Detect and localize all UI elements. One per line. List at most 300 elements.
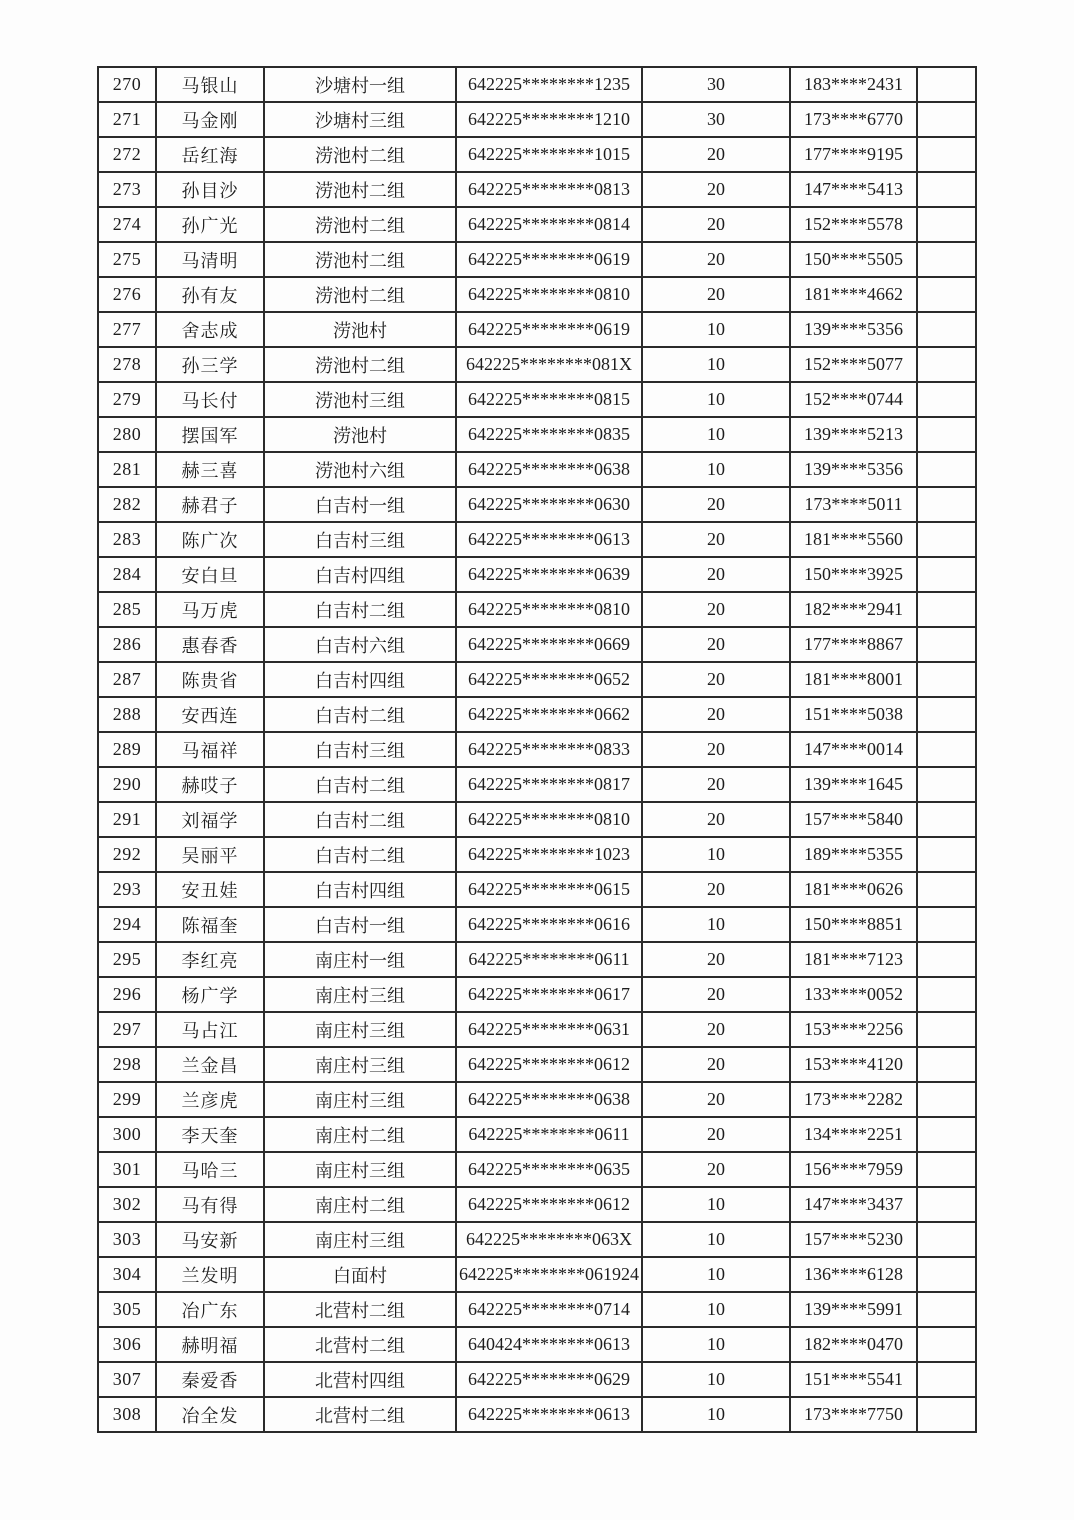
table-row <box>98 977 976 1012</box>
id-number-cell: 642225********063X <box>456 1222 642 1257</box>
name-cell: 冶全发 <box>156 1397 264 1432</box>
name-cell: 兰彦虎 <box>156 1082 264 1117</box>
table-row <box>98 522 976 557</box>
name-cell: 赫三喜 <box>156 452 264 487</box>
blank-cell <box>917 102 976 137</box>
id-number-cell: 642225********0810 <box>456 592 642 627</box>
village-group-cell: 北营村二组 <box>264 1292 456 1327</box>
serial-cell: 273 <box>98 172 156 207</box>
amount-cell: 20 <box>642 977 790 1012</box>
phone-cell: 152****5578 <box>790 207 917 242</box>
id-number-cell: 642225********0630 <box>456 487 642 522</box>
blank-cell <box>917 1082 976 1117</box>
blank-cell <box>917 487 976 522</box>
name-cell: 李天奎 <box>156 1117 264 1152</box>
table-row <box>98 452 976 487</box>
table-row <box>98 697 976 732</box>
table-row <box>98 1257 976 1292</box>
name-cell: 孙目沙 <box>156 172 264 207</box>
serial-cell: 308 <box>98 1397 156 1432</box>
table-row <box>98 1012 976 1047</box>
phone-cell: 153****2256 <box>790 1012 917 1047</box>
id-number-cell: 642225********0629 <box>456 1362 642 1397</box>
id-number-cell: 642225********0833 <box>456 732 642 767</box>
id-number-cell: 642225********0714 <box>456 1292 642 1327</box>
name-cell: 马占江 <box>156 1012 264 1047</box>
serial-cell: 276 <box>98 277 156 312</box>
amount-cell: 10 <box>642 1327 790 1362</box>
table-row <box>98 172 976 207</box>
amount-cell: 30 <box>642 102 790 137</box>
phone-cell: 177****8867 <box>790 627 917 662</box>
amount-cell: 20 <box>642 242 790 277</box>
phone-cell: 181****0626 <box>790 872 917 907</box>
name-cell: 孙三学 <box>156 347 264 382</box>
serial-cell: 307 <box>98 1362 156 1397</box>
name-cell: 安丑娃 <box>156 872 264 907</box>
name-cell: 孙有友 <box>156 277 264 312</box>
village-group-cell: 南庄村三组 <box>264 1222 456 1257</box>
amount-cell: 10 <box>642 837 790 872</box>
blank-cell <box>917 1222 976 1257</box>
table-row <box>98 1082 976 1117</box>
table-row <box>98 487 976 522</box>
village-group-cell: 白吉村二组 <box>264 802 456 837</box>
id-number-cell: 642225********0619 <box>456 242 642 277</box>
table-row <box>98 312 976 347</box>
phone-cell: 151****5541 <box>790 1362 917 1397</box>
phone-cell: 177****9195 <box>790 137 917 172</box>
table-row <box>98 592 976 627</box>
name-cell: 舍志成 <box>156 312 264 347</box>
serial-cell: 290 <box>98 767 156 802</box>
blank-cell <box>917 1152 976 1187</box>
serial-cell: 295 <box>98 942 156 977</box>
phone-cell: 139****5991 <box>790 1292 917 1327</box>
amount-cell: 10 <box>642 382 790 417</box>
name-cell: 马清明 <box>156 242 264 277</box>
serial-cell: 291 <box>98 802 156 837</box>
village-group-cell: 沙塘村三组 <box>264 102 456 137</box>
phone-cell: 133****0052 <box>790 977 917 1012</box>
roster-table-body <box>98 67 976 1432</box>
blank-cell <box>917 627 976 662</box>
id-number-cell: 642225********1023 <box>456 837 642 872</box>
amount-cell: 20 <box>642 662 790 697</box>
village-group-cell: 南庄村一组 <box>264 942 456 977</box>
id-number-cell: 642225********0814 <box>456 207 642 242</box>
village-group-cell: 白吉村三组 <box>264 732 456 767</box>
table-row <box>98 1047 976 1082</box>
serial-cell: 306 <box>98 1327 156 1362</box>
blank-cell <box>917 592 976 627</box>
phone-cell: 173****6770 <box>790 102 917 137</box>
blank-cell <box>917 1327 976 1362</box>
phone-cell: 139****5356 <box>790 452 917 487</box>
serial-cell: 281 <box>98 452 156 487</box>
village-group-cell: 白吉村二组 <box>264 697 456 732</box>
table-row <box>98 942 976 977</box>
blank-cell <box>917 277 976 312</box>
id-number-cell: 642225********1210 <box>456 102 642 137</box>
table-row <box>98 347 976 382</box>
table-row <box>98 767 976 802</box>
amount-cell: 10 <box>642 452 790 487</box>
serial-cell: 286 <box>98 627 156 662</box>
name-cell: 摆国军 <box>156 417 264 452</box>
phone-cell: 152****0744 <box>790 382 917 417</box>
village-group-cell: 沙塘村一组 <box>264 67 456 102</box>
name-cell: 马长付 <box>156 382 264 417</box>
phone-cell: 181****5560 <box>790 522 917 557</box>
phone-cell: 181****4662 <box>790 277 917 312</box>
name-cell: 陈福奎 <box>156 907 264 942</box>
id-number-cell: 642225********0611 <box>456 942 642 977</box>
table-row <box>98 1327 976 1362</box>
id-number-cell: 642225********1235 <box>456 67 642 102</box>
id-number-cell: 642225********0615 <box>456 872 642 907</box>
name-cell: 吴丽平 <box>156 837 264 872</box>
phone-cell: 156****7959 <box>790 1152 917 1187</box>
village-group-cell: 白吉村二组 <box>264 767 456 802</box>
serial-cell: 298 <box>98 1047 156 1082</box>
serial-cell: 277 <box>98 312 156 347</box>
village-group-cell: 白面村 <box>264 1257 456 1292</box>
blank-cell <box>917 1117 976 1152</box>
id-number-cell: 642225********0662 <box>456 697 642 732</box>
table-row <box>98 242 976 277</box>
amount-cell: 20 <box>642 627 790 662</box>
id-number-cell: 642225********0835 <box>456 417 642 452</box>
table-row <box>98 102 976 137</box>
phone-cell: 139****5213 <box>790 417 917 452</box>
serial-cell: 303 <box>98 1222 156 1257</box>
village-group-cell: 涝池村二组 <box>264 207 456 242</box>
village-group-cell: 涝池村三组 <box>264 382 456 417</box>
serial-cell: 279 <box>98 382 156 417</box>
blank-cell <box>917 1012 976 1047</box>
village-group-cell: 北营村二组 <box>264 1327 456 1362</box>
phone-cell: 139****5356 <box>790 312 917 347</box>
phone-cell: 150****8851 <box>790 907 917 942</box>
name-cell: 岳红海 <box>156 137 264 172</box>
serial-cell: 284 <box>98 557 156 592</box>
id-number-cell: 642225********0631 <box>456 1012 642 1047</box>
phone-cell: 157****5230 <box>790 1222 917 1257</box>
serial-cell: 283 <box>98 522 156 557</box>
table-row <box>98 802 976 837</box>
phone-cell: 147****0014 <box>790 732 917 767</box>
village-group-cell: 南庄村三组 <box>264 1152 456 1187</box>
id-number-cell: 642225********0617 <box>456 977 642 1012</box>
amount-cell: 20 <box>642 277 790 312</box>
table-row <box>98 417 976 452</box>
village-group-cell: 涝池村二组 <box>264 277 456 312</box>
serial-cell: 289 <box>98 732 156 767</box>
amount-cell: 20 <box>642 1117 790 1152</box>
blank-cell <box>917 907 976 942</box>
blank-cell <box>917 977 976 1012</box>
blank-cell <box>917 557 976 592</box>
village-group-cell: 涝池村 <box>264 312 456 347</box>
village-group-cell: 南庄村二组 <box>264 1187 456 1222</box>
table-row <box>98 67 976 102</box>
blank-cell <box>917 1362 976 1397</box>
table-row <box>98 277 976 312</box>
name-cell: 陈广次 <box>156 522 264 557</box>
id-number-cell: 642225********0612 <box>456 1047 642 1082</box>
serial-cell: 293 <box>98 872 156 907</box>
name-cell: 赫哎子 <box>156 767 264 802</box>
name-cell: 马有得 <box>156 1187 264 1222</box>
amount-cell: 20 <box>642 697 790 732</box>
id-number-cell: 642225********0810 <box>456 277 642 312</box>
serial-cell: 300 <box>98 1117 156 1152</box>
id-number-cell: 642225********1015 <box>456 137 642 172</box>
village-group-cell: 白吉村一组 <box>264 487 456 522</box>
amount-cell: 10 <box>642 347 790 382</box>
phone-cell: 173****7750 <box>790 1397 917 1432</box>
phone-cell: 150****5505 <box>790 242 917 277</box>
serial-cell: 294 <box>98 907 156 942</box>
table-row <box>98 1362 976 1397</box>
phone-cell: 147****3437 <box>790 1187 917 1222</box>
blank-cell <box>917 207 976 242</box>
table-row <box>98 207 976 242</box>
table-row <box>98 137 976 172</box>
serial-cell: 299 <box>98 1082 156 1117</box>
village-group-cell: 白吉村一组 <box>264 907 456 942</box>
blank-cell <box>917 382 976 417</box>
table-row <box>98 1397 976 1432</box>
amount-cell: 20 <box>642 1082 790 1117</box>
amount-cell: 10 <box>642 1397 790 1432</box>
phone-cell: 182****2941 <box>790 592 917 627</box>
table-row <box>98 872 976 907</box>
serial-cell: 304 <box>98 1257 156 1292</box>
amount-cell: 20 <box>642 942 790 977</box>
name-cell: 惠春香 <box>156 627 264 662</box>
blank-cell <box>917 172 976 207</box>
name-cell: 马金刚 <box>156 102 264 137</box>
roster-table <box>97 66 977 1433</box>
village-group-cell: 白吉村四组 <box>264 662 456 697</box>
amount-cell: 30 <box>642 67 790 102</box>
amount-cell: 20 <box>642 487 790 522</box>
blank-cell <box>917 522 976 557</box>
id-number-cell: 640424********0613 <box>456 1327 642 1362</box>
phone-cell: 183****2431 <box>790 67 917 102</box>
village-group-cell: 南庄村三组 <box>264 1047 456 1082</box>
id-number-cell: 642225********081X <box>456 347 642 382</box>
village-group-cell: 涝池村六组 <box>264 452 456 487</box>
name-cell: 兰发明 <box>156 1257 264 1292</box>
serial-cell: 288 <box>98 697 156 732</box>
id-number-cell: 642225********0810 <box>456 802 642 837</box>
table-row <box>98 907 976 942</box>
phone-cell: 153****4120 <box>790 1047 917 1082</box>
id-number-cell: 642225********0652 <box>456 662 642 697</box>
table-row <box>98 837 976 872</box>
name-cell: 杨广学 <box>156 977 264 1012</box>
table-row <box>98 382 976 417</box>
blank-cell <box>917 802 976 837</box>
blank-cell <box>917 137 976 172</box>
name-cell: 安白旦 <box>156 557 264 592</box>
blank-cell <box>917 837 976 872</box>
blank-cell <box>917 697 976 732</box>
phone-cell: 134****2251 <box>790 1117 917 1152</box>
village-group-cell: 涝池村二组 <box>264 172 456 207</box>
phone-cell: 139****1645 <box>790 767 917 802</box>
name-cell: 马安新 <box>156 1222 264 1257</box>
village-group-cell: 涝池村二组 <box>264 242 456 277</box>
phone-cell: 136****6128 <box>790 1257 917 1292</box>
serial-cell: 301 <box>98 1152 156 1187</box>
table-row <box>98 732 976 767</box>
phone-cell: 157****5840 <box>790 802 917 837</box>
village-group-cell: 南庄村三组 <box>264 1082 456 1117</box>
phone-cell: 152****5077 <box>790 347 917 382</box>
id-number-cell: 642225********0635 <box>456 1152 642 1187</box>
serial-cell: 274 <box>98 207 156 242</box>
blank-cell <box>917 872 976 907</box>
amount-cell: 10 <box>642 417 790 452</box>
amount-cell: 20 <box>642 557 790 592</box>
village-group-cell: 北营村二组 <box>264 1397 456 1432</box>
village-group-cell: 白吉村二组 <box>264 837 456 872</box>
amount-cell: 20 <box>642 137 790 172</box>
blank-cell <box>917 1257 976 1292</box>
blank-cell <box>917 347 976 382</box>
serial-cell: 272 <box>98 137 156 172</box>
blank-cell <box>917 1292 976 1327</box>
name-cell: 陈贵省 <box>156 662 264 697</box>
amount-cell: 20 <box>642 592 790 627</box>
name-cell: 秦爱香 <box>156 1362 264 1397</box>
name-cell: 刘福学 <box>156 802 264 837</box>
table-row <box>98 1222 976 1257</box>
serial-cell: 296 <box>98 977 156 1012</box>
amount-cell: 10 <box>642 1362 790 1397</box>
village-group-cell: 白吉村四组 <box>264 872 456 907</box>
table-row <box>98 1152 976 1187</box>
blank-cell <box>917 242 976 277</box>
id-number-cell: 642225********0616 <box>456 907 642 942</box>
table-row <box>98 557 976 592</box>
serial-cell: 278 <box>98 347 156 382</box>
village-group-cell: 白吉村三组 <box>264 522 456 557</box>
amount-cell: 20 <box>642 1012 790 1047</box>
phone-cell: 182****0470 <box>790 1327 917 1362</box>
name-cell: 赫君子 <box>156 487 264 522</box>
name-cell: 冶广东 <box>156 1292 264 1327</box>
id-number-cell: 642225********0669 <box>456 627 642 662</box>
table-row <box>98 662 976 697</box>
phone-cell: 173****5011 <box>790 487 917 522</box>
amount-cell: 20 <box>642 522 790 557</box>
id-number-cell: 642225********0612 <box>456 1187 642 1222</box>
blank-cell <box>917 1397 976 1432</box>
serial-cell: 305 <box>98 1292 156 1327</box>
serial-cell: 292 <box>98 837 156 872</box>
name-cell: 马万虎 <box>156 592 264 627</box>
blank-cell <box>917 662 976 697</box>
serial-cell: 270 <box>98 67 156 102</box>
serial-cell: 285 <box>98 592 156 627</box>
blank-cell <box>917 67 976 102</box>
phone-cell: 173****2282 <box>790 1082 917 1117</box>
name-cell: 孙广光 <box>156 207 264 242</box>
village-group-cell: 白吉村二组 <box>264 592 456 627</box>
blank-cell <box>917 452 976 487</box>
amount-cell: 10 <box>642 1222 790 1257</box>
village-group-cell: 南庄村三组 <box>264 977 456 1012</box>
phone-cell: 151****5038 <box>790 697 917 732</box>
amount-cell: 20 <box>642 207 790 242</box>
blank-cell <box>917 732 976 767</box>
village-group-cell: 白吉村四组 <box>264 557 456 592</box>
phone-cell: 147****5413 <box>790 172 917 207</box>
amount-cell: 20 <box>642 1047 790 1082</box>
serial-cell: 282 <box>98 487 156 522</box>
village-group-cell: 南庄村二组 <box>264 1117 456 1152</box>
name-cell: 兰金昌 <box>156 1047 264 1082</box>
name-cell: 马哈三 <box>156 1152 264 1187</box>
blank-cell <box>917 1187 976 1222</box>
phone-cell: 181****8001 <box>790 662 917 697</box>
id-number-cell: 642225********0613 <box>456 1397 642 1432</box>
serial-cell: 275 <box>98 242 156 277</box>
id-number-cell: 642225********0613 <box>456 522 642 557</box>
amount-cell: 10 <box>642 907 790 942</box>
blank-cell <box>917 312 976 347</box>
village-group-cell: 白吉村六组 <box>264 627 456 662</box>
village-group-cell: 涝池村 <box>264 417 456 452</box>
amount-cell: 10 <box>642 1292 790 1327</box>
amount-cell: 10 <box>642 1257 790 1292</box>
name-cell: 安西连 <box>156 697 264 732</box>
blank-cell <box>917 1047 976 1082</box>
name-cell: 李红亮 <box>156 942 264 977</box>
village-group-cell: 涝池村二组 <box>264 347 456 382</box>
phone-cell: 189****5355 <box>790 837 917 872</box>
table-row <box>98 1292 976 1327</box>
name-cell: 赫明福 <box>156 1327 264 1362</box>
blank-cell <box>917 942 976 977</box>
name-cell: 马福祥 <box>156 732 264 767</box>
table-row <box>98 1117 976 1152</box>
amount-cell: 20 <box>642 767 790 802</box>
amount-cell: 10 <box>642 1187 790 1222</box>
phone-cell: 150****3925 <box>790 557 917 592</box>
village-group-cell: 南庄村三组 <box>264 1012 456 1047</box>
serial-cell: 280 <box>98 417 156 452</box>
amount-cell: 10 <box>642 312 790 347</box>
id-number-cell: 642225********0638 <box>456 1082 642 1117</box>
id-number-cell: 642225********0619 <box>456 312 642 347</box>
serial-cell: 297 <box>98 1012 156 1047</box>
id-number-cell: 642225********061924 <box>456 1257 642 1292</box>
serial-cell: 271 <box>98 102 156 137</box>
table-row <box>98 1187 976 1222</box>
amount-cell: 20 <box>642 872 790 907</box>
name-cell: 马银山 <box>156 67 264 102</box>
village-group-cell: 北营村四组 <box>264 1362 456 1397</box>
serial-cell: 302 <box>98 1187 156 1222</box>
id-number-cell: 642225********0815 <box>456 382 642 417</box>
blank-cell <box>917 417 976 452</box>
